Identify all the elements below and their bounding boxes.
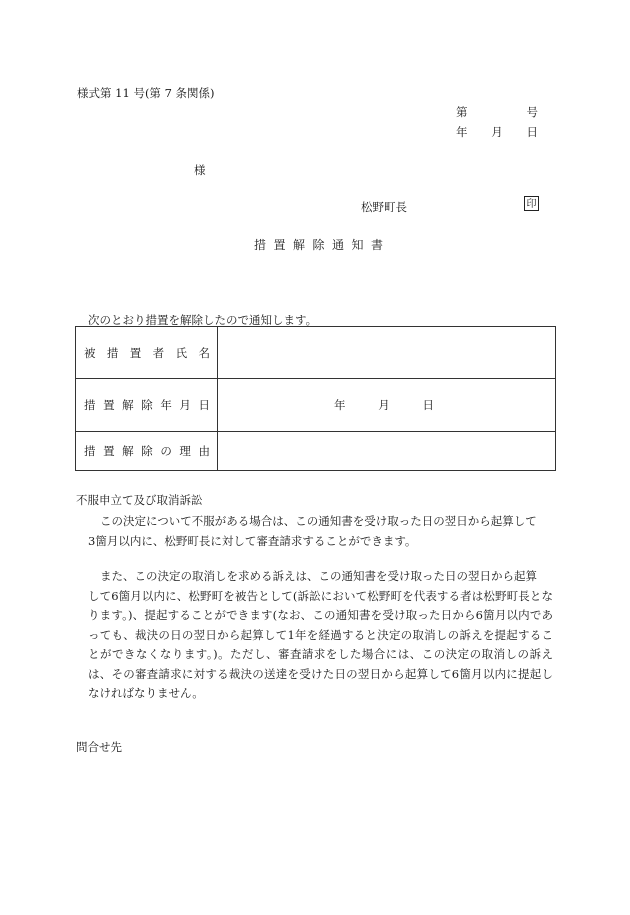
appeal-paragraph-lawsuit bbox=[88, 567, 553, 704]
intro-text: 次のとおり措置を解除したので通知します。 bbox=[88, 313, 318, 327]
label-char: 理 bbox=[179, 444, 191, 458]
label-char: 置 bbox=[103, 444, 115, 458]
label-char: 措 bbox=[106, 345, 119, 360]
label-char: 置 bbox=[129, 345, 142, 360]
paragraph-body: 3箇月以内に、松野町長に対して審査請求することができます。 bbox=[88, 533, 417, 548]
release-month: 月 bbox=[378, 398, 390, 412]
label-char: 名 bbox=[198, 345, 210, 360]
label-char: 日 bbox=[198, 398, 210, 412]
label-char: 月 bbox=[179, 398, 191, 412]
paragraph-first-line: また、この決定の取消しを求める訴えは、この通知書を受け取った日の翌日から起算 bbox=[100, 569, 537, 583]
label-chars bbox=[84, 443, 210, 459]
issue-month: 月 bbox=[491, 125, 503, 139]
form-number: 様式第 11 号(第 7 条関係) bbox=[77, 86, 215, 100]
label-chars bbox=[84, 345, 210, 361]
value-release-reason bbox=[218, 432, 556, 471]
appeal-heading: 不服申立て及び取消訴訟 bbox=[76, 493, 203, 507]
table-row bbox=[76, 379, 556, 432]
document-number bbox=[456, 104, 538, 120]
release-day: 日 bbox=[422, 398, 434, 412]
appeal-paragraph-review bbox=[88, 512, 553, 551]
label-char: 年 bbox=[160, 398, 172, 412]
value-recipient-name bbox=[218, 327, 556, 379]
number-prefix: 第 bbox=[456, 105, 468, 119]
release-year: 年 bbox=[334, 398, 346, 412]
label-release-reason bbox=[76, 432, 218, 471]
release-date-fields bbox=[334, 397, 434, 413]
paragraph-body: して6箇月以内に、松野町を被告として(訴訟において松野町を代表する者は松野町長となります。)、提起することができます(なお、この通知書を受け取った日から6箇月以内であっても、裁決の日の翌日から起算して1年を経過すると決定の取消しの訴えを提起することができなくなります。)。ただし、審査請求をした場合には、この決定の取消しの訴えは、その審査請求に対する裁決の送達を受けた日の翌日から起算して6箇月以内に提起しなければなりません。 bbox=[88, 588, 553, 700]
paragraph-first-line: この決定について不服がある場合は、この通知書を受け取った日の翌日から起算して bbox=[100, 514, 537, 528]
info-table bbox=[75, 326, 556, 471]
label-char: 除 bbox=[141, 444, 153, 458]
label-char: 除 bbox=[141, 398, 153, 412]
seal-mark: 印 bbox=[524, 196, 539, 211]
label-char: の bbox=[160, 444, 172, 458]
label-recipient-name bbox=[76, 327, 218, 379]
label-char: 解 bbox=[122, 398, 134, 412]
label-char: 措 bbox=[84, 398, 96, 412]
label-char: 氏 bbox=[175, 345, 188, 360]
label-char: 被 bbox=[84, 345, 96, 360]
issue-day: 日 bbox=[526, 125, 538, 139]
label-char: 者 bbox=[152, 345, 165, 360]
value-release-date bbox=[218, 379, 556, 432]
label-char: 置 bbox=[103, 398, 115, 412]
label-char: 由 bbox=[198, 444, 210, 458]
issue-year: 年 bbox=[456, 125, 468, 139]
issue-date bbox=[456, 124, 538, 140]
sender-title: 松野町長 bbox=[361, 200, 407, 214]
label-chars bbox=[84, 397, 210, 413]
table-row bbox=[76, 327, 556, 379]
label-char: 措 bbox=[84, 444, 96, 458]
addressee-suffix: 様 bbox=[194, 163, 206, 177]
contact-label: 問合せ先 bbox=[76, 740, 122, 754]
label-char: 解 bbox=[122, 444, 134, 458]
label-release-date bbox=[76, 379, 218, 432]
table-row bbox=[76, 432, 556, 471]
number-suffix: 号 bbox=[526, 105, 538, 119]
document-title: 措置解除通知書 bbox=[254, 238, 391, 252]
